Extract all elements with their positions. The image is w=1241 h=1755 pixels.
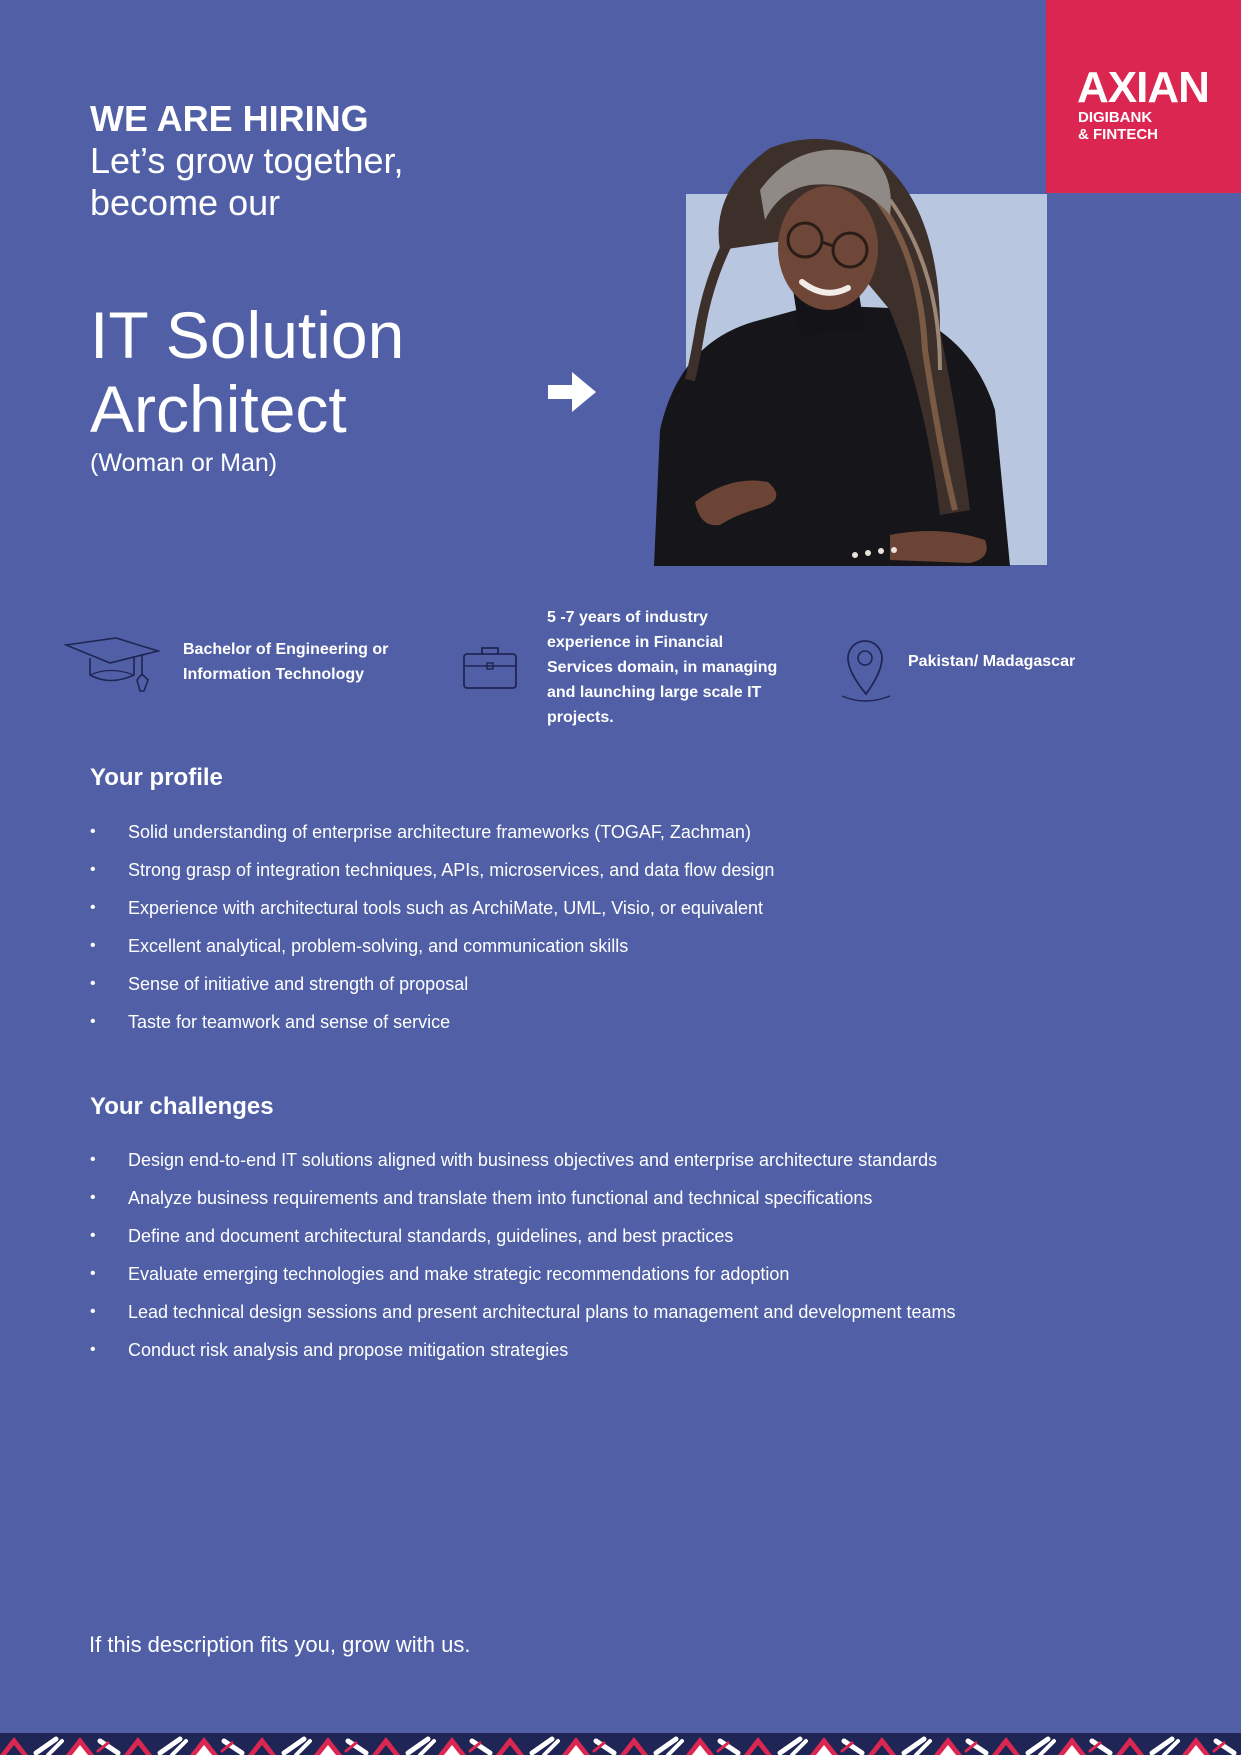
job-title-line1: IT Solution — [90, 298, 405, 372]
logo-subtitle — [1078, 109, 1158, 143]
challenge-item: • Define and document architectural standards, guidelines, and best practices — [90, 1217, 956, 1255]
experience-requirement: 5 -7 years of industry experience in Financial Services domain, in managing and launching large scale IT projects. — [547, 609, 778, 726]
challenge-item: • Analyze business requirements and translate them into functional and technical specifications — [90, 1179, 956, 1217]
profile-item: • Excellent analytical, problem-solving, and communication skills — [90, 927, 774, 965]
right-arrow-icon — [544, 366, 600, 418]
job-title-line2: Architect — [90, 372, 347, 446]
candidate-photo — [640, 130, 1050, 566]
profile-item: • Solid understanding of enterprise architecture frameworks (TOGAF, Zachman) — [90, 813, 774, 851]
brand-logo — [1046, 0, 1241, 193]
graduation-cap-icon — [64, 636, 160, 696]
location: Pakistan/ Madagascar — [908, 653, 1076, 670]
profile-item: • Strong grasp of integration techniques, APIs, microservices, and data flow design — [90, 851, 774, 889]
profile-item: • Sense of initiative and strength of proposal — [90, 965, 774, 1003]
decorative-pattern-strip — [0, 1733, 1241, 1755]
briefcase-icon — [462, 644, 518, 690]
challenge-item: • Lead technical design sessions and present architectural plans to management and development teams — [90, 1293, 956, 1331]
challenge-item: • Design end-to-end IT solutions aligned with business objectives and enterprise architecture standards — [90, 1141, 956, 1179]
logo-wordmark: AXIAN — [1077, 63, 1209, 112]
challenge-item: • Conduct risk analysis and propose mitigation strategies — [90, 1331, 956, 1369]
job-title — [90, 298, 530, 446]
hiring-heading: WE ARE HIRING — [90, 98, 369, 139]
tagline-line2: become our — [90, 182, 281, 223]
tagline-line1: Let’s grow together, — [90, 140, 404, 181]
challenge-item: • Evaluate emerging technologies and make strategic recommendations for adoption — [90, 1255, 956, 1293]
challenges-heading: Your challenges — [90, 1093, 274, 1120]
profile-item: • Experience with architectural tools such as ArchiMate, UML, Visio, or equivalent — [90, 889, 774, 927]
location-pin-icon — [838, 636, 892, 702]
profile-list — [90, 813, 774, 1041]
education-requirement: Bachelor of Engineering or Information Technology — [183, 641, 389, 683]
profile-heading: Your profile — [90, 764, 223, 791]
tagline — [90, 140, 510, 224]
gender-note: (Woman or Man) — [90, 449, 278, 477]
logo-subtitle-line2: & FINTECH — [1078, 126, 1158, 143]
profile-item: • Taste for teamwork and sense of service — [90, 1003, 774, 1041]
challenges-list — [90, 1141, 956, 1369]
logo-subtitle-line1: DIGIBANK — [1078, 109, 1153, 126]
closing-line: If this description fits you, grow with us. — [89, 1632, 471, 1657]
